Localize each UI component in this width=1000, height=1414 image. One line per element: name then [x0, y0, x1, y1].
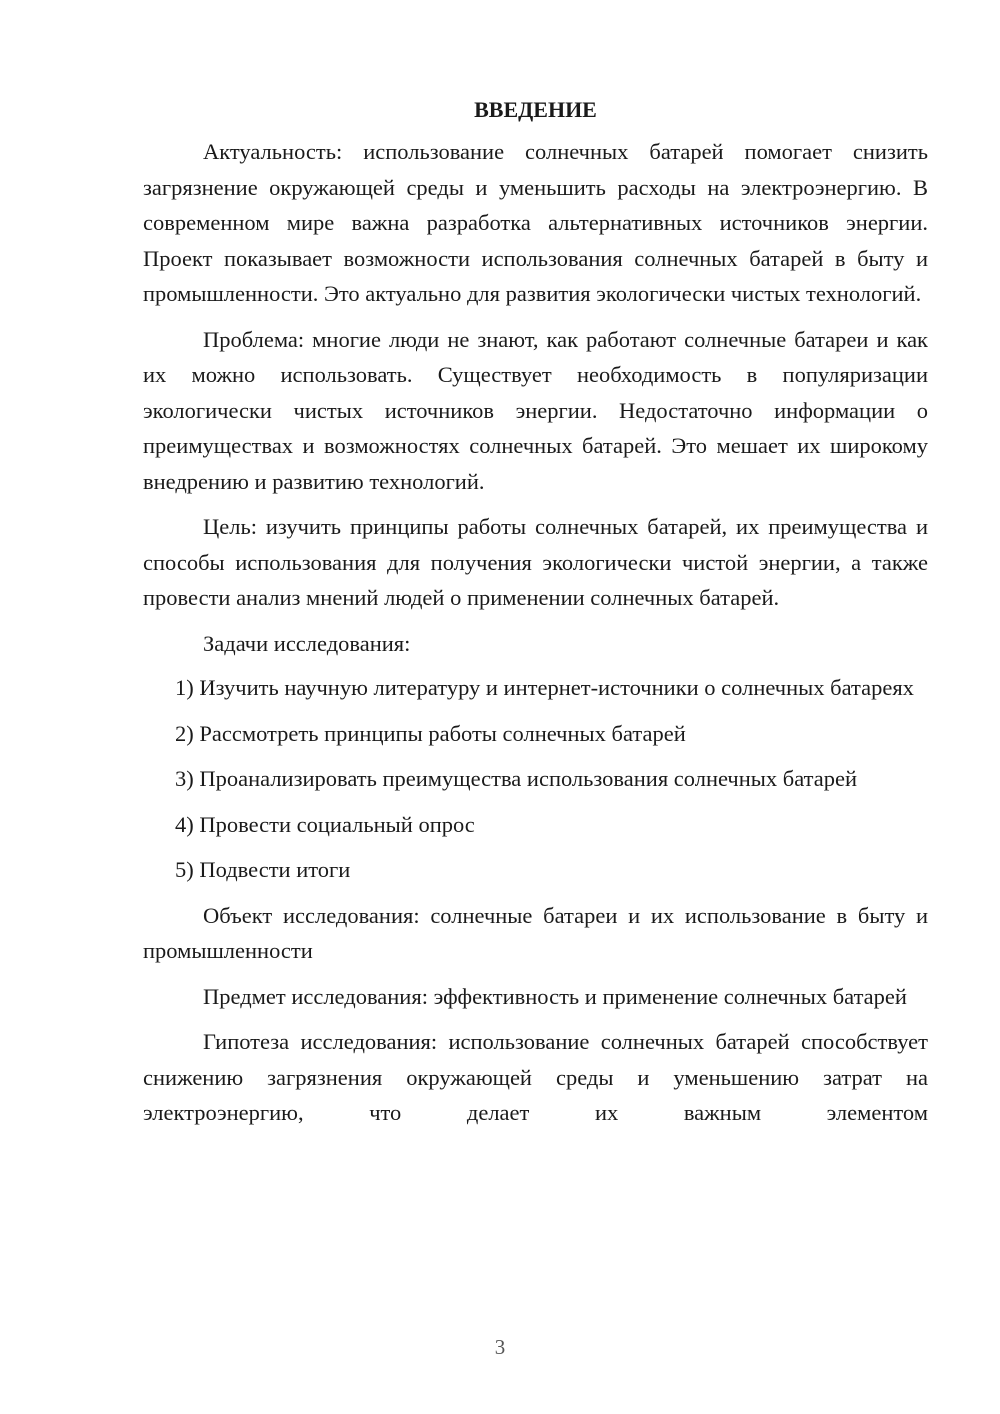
- page-content: [143, 92, 928, 1141]
- page-number: 3: [494, 1335, 506, 1359]
- paragraph-goal: Цель: изучить принципы работы солнечных батарей, их преимущества и способы использования для получения экологически чистой энергии, а также провести анализ мнений людей о применении солнечных батарей.: [143, 514, 928, 610]
- list-item: 1) Изучить научную литературу и интернет-источники о солнечных батареях: [175, 675, 914, 700]
- paragraph-hypothesis: Гипотеза исследования: использование солнечных батарей способствует снижению загрязнения окружающей среды и уменьшению затрат на электроэнергию, что делает их важным элементом: [143, 1029, 928, 1125]
- list-item: 2) Рассмотреть принципы работы солнечных батарей: [175, 720, 686, 746]
- tasks-heading: Задачи исследования:: [203, 630, 411, 656]
- list-item: 4) Провести социальный опрос: [175, 811, 475, 837]
- list-item: 5) Подвести итоги: [175, 857, 351, 882]
- tasks-list: [143, 670, 928, 888]
- paragraph-object: Объект исследования: солнечные батареи и их использование в быту и промышленности: [143, 902, 928, 963]
- list-item: 3) Проанализировать преимущества использования солнечных батарей: [175, 766, 858, 791]
- paragraph-problem: Проблема: многие люди не знают, как работают солнечные батареи и как их можно использовать. Существует необходимость в популяризации экологически чистых источников энергии. Недостаточно информации о преимуществах и возможностях солнечных батарей. Это мешает их широкому внедрению и развитию технологий.: [143, 326, 928, 494]
- paragraph-subject: Предмет исследования: эффективность и применение солнечных батарей: [203, 983, 907, 1009]
- section-title: ВВЕДЕНИЕ: [474, 97, 597, 122]
- paragraph-relevance: Актуальность: использование солнечных батарей помогает снизить загрязнение окружающей среды и уменьшить расходы на электроэнергию. В современном мире важна разработка альтернативных источников энергии. Проект показывает возможности использования солнечных батарей в быту и промышленности. Это актуально для развития экологически чистых технологий.: [143, 139, 928, 306]
